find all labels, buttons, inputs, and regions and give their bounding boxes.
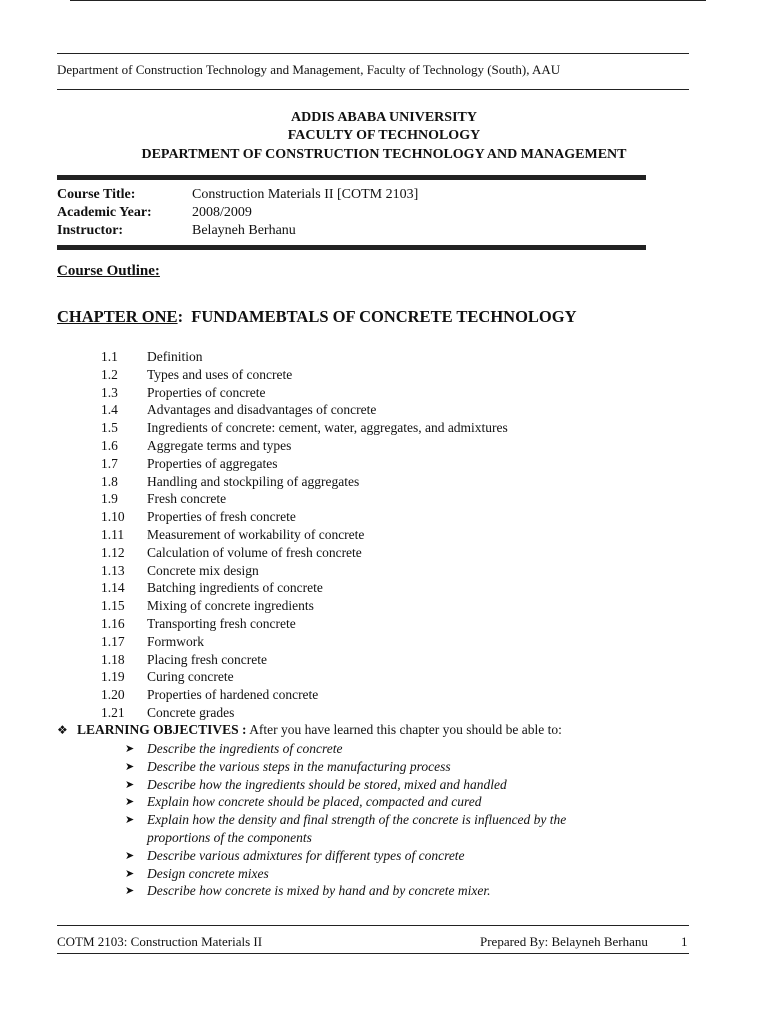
course-info-rule-bottom bbox=[57, 245, 646, 250]
objective-text: Describe the ingredients of concrete bbox=[147, 741, 343, 756]
objective-text: Describe various admixtures for different types of concrete bbox=[147, 847, 465, 863]
instructor-label: Instructor: bbox=[57, 223, 124, 238]
course-title-label: Course Title: bbox=[57, 187, 136, 202]
department-name: DEPARTMENT OF CONSTRUCTION TECHNOLOGY AND MANAGEMENT bbox=[141, 147, 627, 162]
topic-number: 1.21 bbox=[101, 704, 125, 720]
topic-number: 1.12 bbox=[101, 544, 125, 560]
course-outline-heading: Course Outline: bbox=[57, 263, 160, 279]
topic-number: 1.4 bbox=[101, 402, 118, 418]
topic-text: Concrete grades bbox=[147, 704, 235, 720]
objective-item bbox=[125, 758, 627, 776]
topic-list-item bbox=[101, 633, 508, 651]
topic-text: Curing concrete bbox=[147, 669, 234, 685]
chapter-heading bbox=[57, 307, 577, 327]
topic-text: Placing fresh concrete bbox=[147, 651, 267, 667]
chapter-topic-list bbox=[101, 348, 508, 722]
objective-item bbox=[125, 847, 627, 865]
academic-year-value: 2008/2009 bbox=[192, 205, 252, 220]
topic-text: Ingredients of concrete: cement, water, aggregates, and admixtures bbox=[147, 420, 508, 436]
diamond-bullet-icon: ❖ bbox=[57, 723, 68, 737]
course-info-rule-top bbox=[57, 175, 646, 180]
top-edge-rule bbox=[70, 0, 706, 1]
arrow-bullet-icon: ➤ bbox=[125, 742, 135, 755]
topic-number: 1.6 bbox=[101, 437, 118, 453]
objective-text: Describe the various steps in the manufacturing process bbox=[147, 758, 451, 774]
topic-text: Batching ingredients of concrete bbox=[147, 580, 323, 596]
arrow-bullet-icon: ➤ bbox=[125, 759, 135, 773]
objective-text: Design concrete mixes bbox=[147, 865, 269, 881]
topic-number: 1.10 bbox=[101, 509, 125, 525]
topic-number: 1.13 bbox=[101, 562, 125, 578]
topic-text: Fresh concrete bbox=[147, 491, 227, 507]
topic-number: 1.20 bbox=[101, 687, 125, 703]
footer-rule-bottom bbox=[57, 953, 689, 954]
topic-text: Aggregate terms and types bbox=[147, 437, 292, 453]
topic-number: 1.18 bbox=[101, 651, 125, 667]
objective-item bbox=[125, 776, 627, 794]
objective-item bbox=[125, 882, 627, 900]
learning-objectives-title: LEARNING OBJECTIVES : bbox=[77, 722, 247, 737]
footer-prepared-by: Prepared By: Belayneh Berhanu bbox=[480, 934, 648, 949]
topic-list-item bbox=[101, 651, 508, 669]
topic-list-item bbox=[101, 508, 508, 526]
objective-text: Explain how the density and final strength of the concrete is influenced by the proportions of the components bbox=[147, 812, 567, 845]
topic-text: Definition bbox=[147, 349, 203, 364]
topic-number: 1.3 bbox=[101, 384, 118, 400]
page-number: 1 bbox=[681, 934, 688, 949]
header-rule-top bbox=[57, 53, 689, 54]
topic-number: 1.1 bbox=[101, 349, 118, 364]
topic-number: 1.14 bbox=[101, 580, 125, 596]
objective-item bbox=[125, 740, 627, 758]
topic-list-item bbox=[101, 704, 508, 722]
topic-list-item bbox=[101, 579, 508, 597]
topic-list-item bbox=[101, 419, 508, 437]
topic-text: Advantages and disadvantages of concrete bbox=[147, 402, 377, 418]
objective-text: Explain how concrete should be placed, compacted and cured bbox=[147, 794, 482, 810]
footer-course: COTM 2103: Construction Materials II bbox=[57, 934, 263, 949]
topic-list-item bbox=[101, 544, 508, 562]
objective-item bbox=[125, 811, 627, 847]
topic-number: 1.15 bbox=[101, 598, 125, 614]
header-department-line: Department of Construction Technology and Management, Faculty of Technology (South), AAU bbox=[57, 62, 561, 77]
topic-list-item bbox=[101, 348, 508, 366]
topic-text: Types and uses of concrete bbox=[147, 366, 293, 382]
arrow-bullet-icon: ➤ bbox=[125, 848, 135, 862]
chapter-label: CHAPTER ONE bbox=[57, 307, 178, 326]
topic-list-item bbox=[101, 401, 508, 419]
topic-number: 1.7 bbox=[101, 455, 118, 471]
objective-text: Describe how the ingredients should be stored, mixed and handled bbox=[147, 776, 507, 792]
arrow-bullet-icon: ➤ bbox=[125, 866, 135, 880]
topic-number: 1.2 bbox=[101, 366, 118, 382]
topic-text: Properties of hardened concrete bbox=[147, 687, 319, 703]
topic-list-item bbox=[101, 366, 508, 384]
topic-text: Properties of fresh concrete bbox=[147, 509, 296, 525]
objective-text: Describe how concrete is mixed by hand and by concrete mixer. bbox=[147, 883, 491, 899]
topic-number: 1.19 bbox=[101, 669, 125, 685]
header-rule-bottom bbox=[57, 89, 689, 90]
topic-list-item bbox=[101, 686, 508, 704]
topic-number: 1.16 bbox=[101, 615, 125, 631]
arrow-bullet-icon: ➤ bbox=[125, 813, 135, 827]
learning-objectives-list bbox=[125, 740, 627, 900]
course-title-value: Construction Materials II [COTM 2103] bbox=[192, 187, 419, 202]
footer-rule-top bbox=[57, 925, 689, 926]
topic-list-item bbox=[101, 437, 508, 455]
topic-text: Handling and stockpiling of aggregates bbox=[147, 473, 360, 489]
topic-text: Calculation of volume of fresh concrete bbox=[147, 544, 362, 560]
instructor-value: Belayneh Berhanu bbox=[192, 223, 296, 238]
topic-text: Measurement of workability of concrete bbox=[147, 526, 365, 542]
learning-objectives-intro: After you have learned this chapter you should be able to: bbox=[249, 722, 562, 737]
objective-item bbox=[125, 793, 627, 811]
faculty-name: FACULTY OF TECHNOLOGY bbox=[287, 128, 481, 143]
topic-list-item bbox=[101, 473, 508, 491]
topic-text: Formwork bbox=[147, 633, 204, 649]
academic-year-label: Academic Year: bbox=[57, 205, 152, 220]
arrow-bullet-icon: ➤ bbox=[125, 795, 135, 809]
learning-objectives-heading bbox=[57, 722, 562, 738]
topic-number: 1.8 bbox=[101, 473, 118, 489]
arrow-bullet-icon: ➤ bbox=[125, 777, 135, 791]
topic-list-item bbox=[101, 562, 508, 580]
topic-list-item bbox=[101, 597, 508, 615]
topic-text: Concrete mix design bbox=[147, 562, 259, 578]
topic-list-item bbox=[101, 384, 508, 402]
chapter-title: : FUNDAMEBTALS OF CONCRETE TECHNOLOGY bbox=[177, 307, 577, 326]
topic-text: Transporting fresh concrete bbox=[147, 615, 296, 631]
topic-text: Mixing of concrete ingredients bbox=[147, 598, 314, 614]
topic-number: 1.17 bbox=[101, 633, 125, 649]
arrow-bullet-icon: ➤ bbox=[125, 884, 135, 898]
topic-number: 1.11 bbox=[101, 526, 125, 542]
topic-text: Properties of concrete bbox=[147, 384, 266, 400]
university-name: ADDIS ABABA UNIVERSITY bbox=[291, 110, 477, 125]
topic-number: 1.5 bbox=[101, 420, 118, 436]
topic-list-item bbox=[101, 615, 508, 633]
topic-list-item bbox=[101, 526, 508, 544]
topic-text: Properties of aggregates bbox=[147, 455, 278, 471]
topic-list-item bbox=[101, 490, 508, 508]
topic-list-item bbox=[101, 455, 508, 473]
objective-item bbox=[125, 865, 627, 883]
topic-list-item bbox=[101, 668, 508, 686]
topic-number: 1.9 bbox=[101, 491, 118, 507]
